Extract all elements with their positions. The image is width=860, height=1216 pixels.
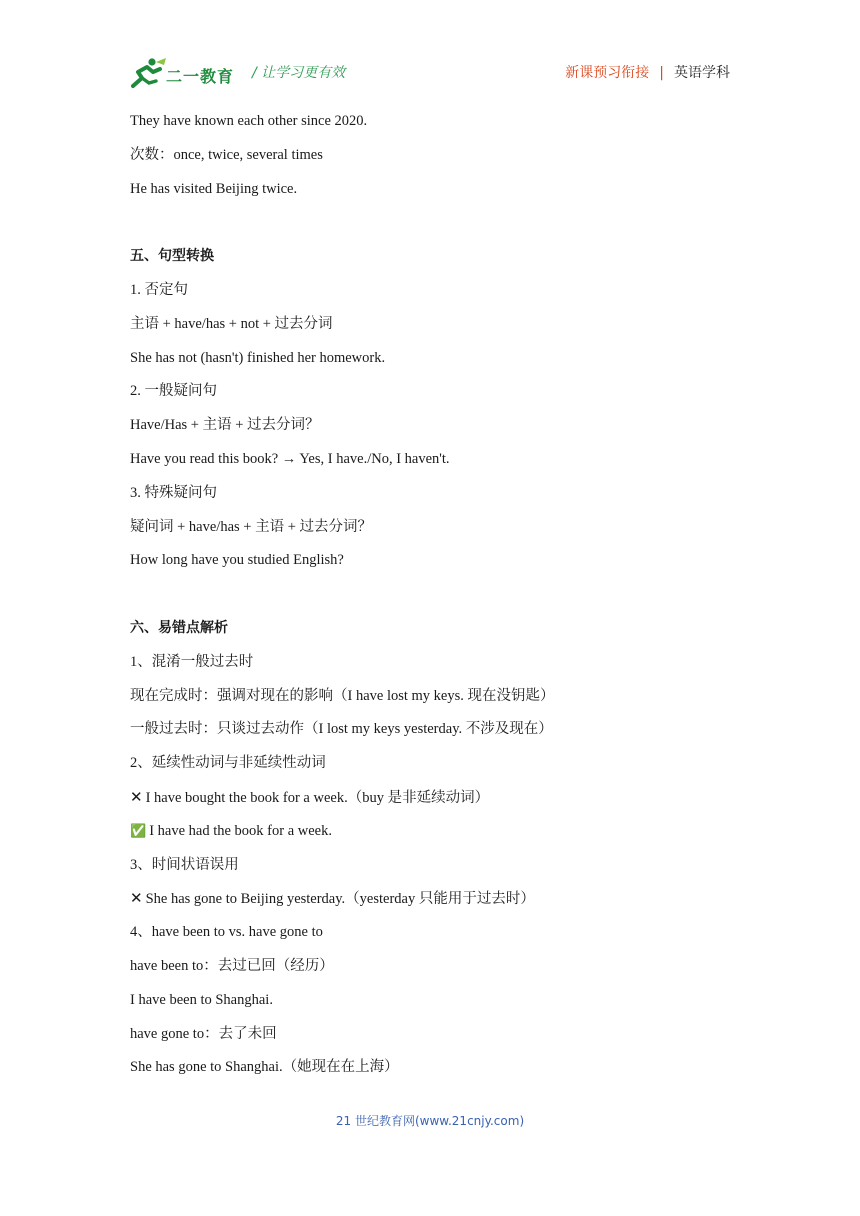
logo-text: 二一教育 [166, 67, 235, 86]
text-line [130, 516, 750, 550]
blank-line [130, 211, 750, 245]
text-line [130, 448, 750, 482]
check-icon: ✅ [130, 823, 147, 839]
line-text: 4、have been to vs. have gone to [130, 924, 323, 941]
line-text: 疑问词 + have/has + 主语 + 过去分词？ [130, 518, 373, 535]
line-text: How long have you studied English? [130, 552, 344, 569]
text-line [130, 178, 750, 212]
blank-line [130, 583, 750, 617]
text-line [130, 685, 750, 719]
header-course-info [565, 62, 730, 82]
line-text: 2. 一般疑问句 [130, 383, 217, 400]
text-line [130, 854, 750, 888]
text-line [130, 786, 750, 820]
section-heading [130, 245, 750, 279]
text-line [130, 955, 750, 989]
subject-label: 英语学科 [674, 65, 730, 81]
line-text: She has gone to Beijing yesterday.（yesterday 只能用于过去时） [145, 891, 535, 908]
line-text: 主语 + have/has + not + 过去分词 [130, 315, 333, 332]
line-text: They have known each other since 2020. [130, 113, 368, 129]
line-text: She has not (hasn't) finished her homework. [130, 349, 386, 366]
text-line [130, 921, 750, 955]
runner-logo-icon [130, 56, 170, 90]
line-text: I have bought the book for a week.（buy 是非延续动词） [145, 789, 490, 806]
cross-icon: ✕ [130, 889, 143, 908]
line-text: 2、延续性动词与非延续性动词 [130, 755, 326, 772]
line-text: 3. 特殊疑问句 [130, 484, 217, 501]
cross-icon: ✕ [130, 787, 143, 806]
line-text: I have been to Shanghai. [130, 991, 273, 1008]
line-text: 五、句型转换 [130, 248, 214, 265]
text-line [130, 144, 750, 178]
line-text: She has gone to Shanghai.（她现在在上海） [130, 1059, 399, 1076]
text-line [130, 887, 750, 921]
text-line [130, 989, 750, 1023]
text-line [130, 110, 750, 144]
line-text: 一般过去时：只谈过去动作（I lost my keys yesterday. 不涉及现在） [130, 721, 553, 738]
page-footer: 21 世纪教育网(www.21cnjy.com) [335, 1114, 525, 1128]
line-text: I have had the book for a week. [149, 822, 332, 839]
line-text: 3、时间状语误用 [130, 856, 239, 873]
line-text: He has visited Beijing twice. [130, 180, 298, 197]
course-label: 新课预习衔接 [565, 65, 650, 81]
text-line [130, 380, 750, 414]
slogan: / 让学习更有效 [252, 65, 346, 81]
document-body [130, 110, 750, 1090]
text-line [130, 1023, 750, 1057]
text-line [130, 414, 750, 448]
header-separator: | [659, 65, 664, 81]
text-line [130, 651, 750, 685]
text-line [130, 1056, 750, 1090]
text-line [130, 347, 750, 381]
line-text: 1、混淆一般过去时 [130, 653, 254, 670]
text-line [130, 482, 750, 516]
text-line [130, 279, 750, 313]
page-header [130, 56, 730, 90]
text-line [130, 752, 750, 786]
line-text: Have you read this book? → Yes, I have./No, I haven't. [130, 450, 450, 467]
line-text: have been to：去过已回（经历） [130, 957, 334, 974]
line-text: 次数：once, twice, several times [130, 146, 323, 163]
line-text: 现在完成时：强调对现在的影响（I have lost my keys. 现在没钥匙） [130, 687, 555, 704]
section-heading [130, 617, 750, 651]
logo [130, 56, 242, 90]
text-line [130, 718, 750, 752]
line-text: have gone to：去了未回 [130, 1025, 277, 1042]
line-text: Have/Has + 主语 + 过去分词？ [130, 417, 320, 434]
line-text: 六、易错点解析 [130, 619, 228, 636]
text-line [130, 820, 750, 854]
text-line [130, 549, 750, 583]
line-text: 1. 否定句 [130, 281, 188, 298]
text-line [130, 313, 750, 347]
